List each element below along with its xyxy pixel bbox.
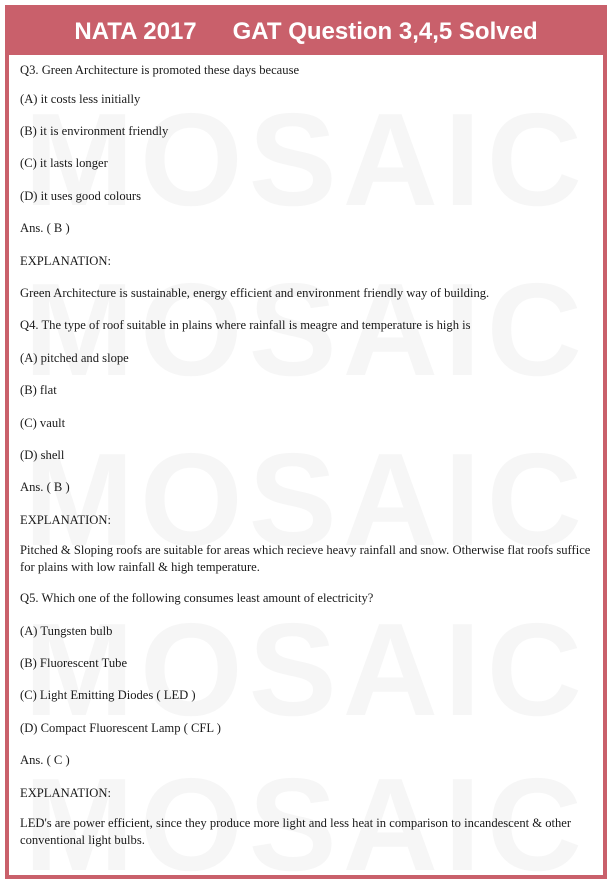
option-a: (A) it costs less initially (20, 91, 141, 106)
question-block-q4 (20, 310, 593, 583)
explanation-text: Pitched & Sloping roofs are suitable for areas which recieve heavy rainfall and snow. Otherwise flat roofs suffice for plains with low rainfall & high temperature. (20, 543, 591, 575)
option-c: (C) Light Emitting Diodes ( LED ) (20, 688, 196, 703)
question-block-q5 (20, 582, 593, 855)
option-d: (D) shell (20, 447, 65, 462)
option-a: (A) pitched and slope (20, 350, 129, 365)
explanation-text: LED's are power efficient, since they produce more light and less heat in comparison to incandescent & other conventional light bulbs. (20, 816, 572, 848)
option-a: (A) Tungsten bulb (20, 623, 113, 638)
header-title-right: GAT Question 3,4,5 Solved (232, 18, 538, 45)
page-header (9, 9, 603, 57)
question-text: Q4. The type of roof suitable in plains where rainfall is meagre and temperature is high is (20, 318, 471, 333)
page-frame (5, 5, 607, 879)
question-text: Q5. Which one of the following consumes least amount of electricity? (20, 591, 374, 606)
question-block-q3 (20, 57, 593, 310)
explanation-label: EXPLANATION: (20, 253, 111, 268)
question-text: Q3. Green Architecture is promoted these days because (20, 62, 300, 77)
option-b: (B) flat (20, 383, 57, 398)
option-b: (B) it is environment friendly (20, 124, 169, 139)
explanation-label: EXPLANATION: (20, 785, 111, 800)
option-c: (C) it lasts longer (20, 156, 108, 171)
option-b: (B) Fluorescent Tube (20, 655, 128, 670)
explanation-label: EXPLANATION: (20, 512, 111, 527)
option-d: (D) it uses good colours (20, 188, 142, 203)
answer-text: Ans. ( B ) (20, 221, 70, 236)
option-c: (C) vault (20, 415, 66, 430)
header-title-left: NATA 2017 (74, 18, 197, 45)
option-d: (D) Compact Fluorescent Lamp ( CFL ) (20, 720, 221, 735)
answer-text: Ans. ( B ) (20, 480, 70, 495)
answer-text: Ans. ( C ) (20, 753, 70, 768)
question-content (9, 57, 603, 855)
explanation-text: Green Architecture is sustainable, energy efficient and environment friendly way of building. (20, 286, 490, 301)
